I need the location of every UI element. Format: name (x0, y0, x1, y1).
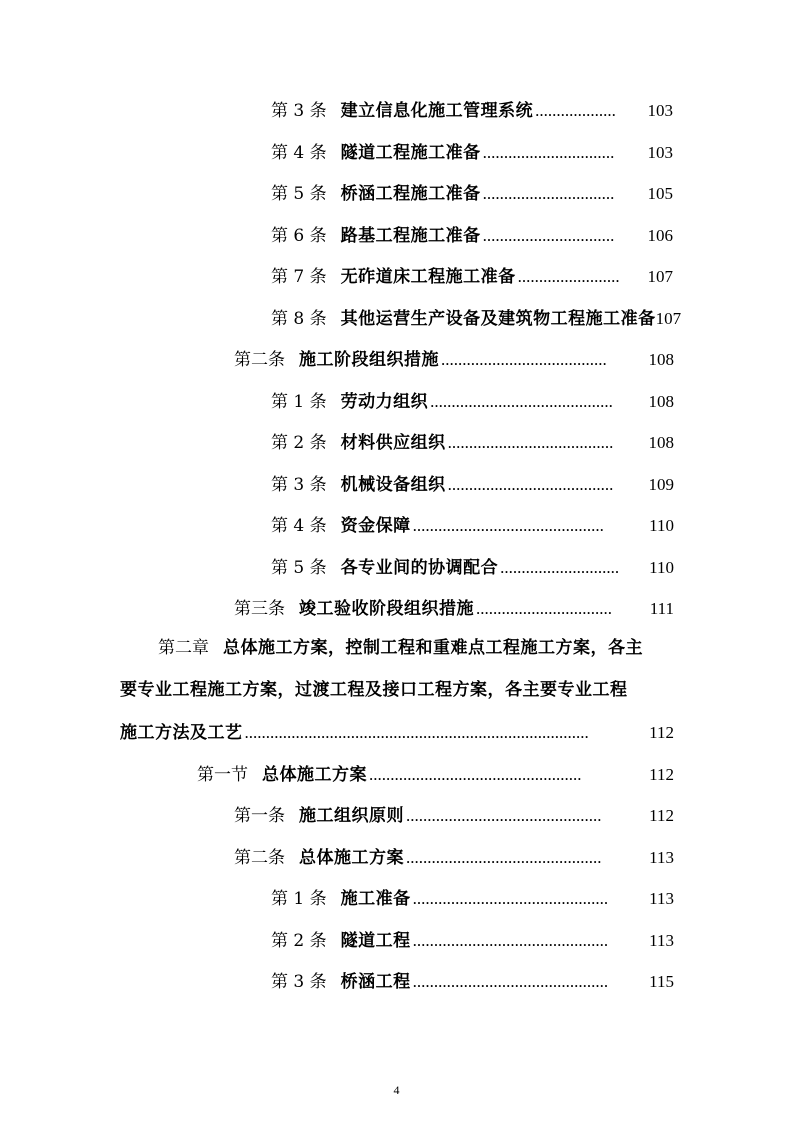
toc-entry-number: 第二条 (234, 848, 285, 868)
toc-leader-dots: ................................................................................. (244, 723, 589, 742)
toc-entry-number: 第 2 条 (271, 433, 327, 453)
toc-entry-page: 111 (649, 599, 674, 618)
toc-entry-title: 总体施工方案 (262, 765, 367, 785)
toc-leader-dots: ........................................... (430, 392, 613, 411)
toc-entry-title: 施工组织原则 (299, 806, 404, 826)
toc-entry-page: 110 (649, 558, 674, 577)
toc-entry-page: 115 (649, 972, 674, 991)
toc-entry[interactable] (271, 968, 674, 992)
toc-entry-number: 第 7 条 (271, 267, 327, 287)
toc-chapter-page: 112 (649, 723, 674, 742)
toc-entry-title: 施工阶段组织措施 (299, 350, 439, 370)
toc-entry-page: 105 (647, 184, 673, 203)
toc-leader-dots: ............................... (482, 143, 615, 162)
toc-entry-page: 107 (655, 309, 682, 328)
toc-chapter-line3[interactable] (120, 719, 674, 743)
toc-entry-number: 第 6 条 (271, 226, 327, 246)
toc-entry-title: 资金保障 (340, 516, 411, 536)
toc-chapter-number: 第二章 (158, 638, 209, 658)
toc-entry-title: 桥涵工程施工准备 (340, 184, 481, 204)
toc-entry-number: 第一条 (234, 806, 285, 826)
toc-entry-page: 112 (649, 765, 674, 784)
toc-chapter-title-part2: 要专业工程施工方案，过渡工程及接口工程方案，各主要专业工程 (120, 680, 628, 700)
toc-chapter-line1[interactable] (158, 638, 643, 658)
toc-entry-number: 第 4 条 (271, 516, 327, 536)
toc-leader-dots: ................... (535, 101, 616, 120)
toc-entry-title: 建立信息化施工管理系统 (340, 101, 534, 121)
toc-entry-page: 103 (647, 143, 673, 162)
toc-leader-dots: ................................ (476, 599, 612, 618)
toc-entry-page: 113 (649, 889, 674, 908)
toc-entry-page: 109 (648, 475, 674, 494)
toc-entry[interactable] (234, 346, 674, 370)
toc-entry[interactable] (271, 388, 674, 412)
toc-leader-dots: ............................ (500, 558, 620, 577)
toc-entry-title: 总体施工方案 (299, 848, 404, 868)
toc-entry-title: 竣工验收阶段组织措施 (299, 599, 474, 619)
toc-entry-number: 第 4 条 (271, 143, 327, 163)
toc-entry[interactable] (234, 595, 674, 619)
toc-entry[interactable] (271, 554, 674, 578)
toc-entry-title: 隧道工程施工准备 (340, 143, 481, 163)
toc-entry-number: 第 5 条 (271, 558, 327, 578)
toc-entry-title: 机械设备组织 (340, 475, 446, 495)
toc-entry-title: 隧道工程 (340, 931, 411, 951)
toc-entry-number: 第 8 条 (271, 309, 327, 329)
toc-chapter-line2 (120, 680, 628, 700)
toc-entry[interactable] (197, 761, 674, 785)
toc-entry[interactable] (271, 222, 673, 246)
toc-entry[interactable] (271, 471, 674, 495)
toc-entry[interactable] (271, 263, 673, 287)
toc-entry[interactable] (234, 802, 674, 826)
toc-entry-page: 112 (649, 806, 674, 825)
toc-entry-title: 劳动力组织 (340, 392, 429, 412)
toc-entry[interactable] (271, 180, 673, 204)
toc-entry-page: 107 (647, 267, 673, 286)
toc-entry-title: 施工准备 (340, 889, 411, 909)
toc-entry[interactable] (271, 97, 673, 121)
toc-entry-page: 108 (648, 392, 674, 411)
toc-entry-number: 第一节 (197, 765, 248, 785)
toc-entry-title: 材料供应组织 (340, 433, 446, 453)
toc-entry[interactable] (271, 305, 701, 329)
toc-entry[interactable] (271, 512, 674, 536)
toc-entry[interactable] (271, 885, 674, 909)
toc-entry-title: 各专业间的协调配合 (340, 558, 499, 578)
toc-leader-dots: ............................... (482, 184, 615, 203)
toc-leader-dots: ........................ (517, 267, 620, 286)
toc-entry[interactable] (234, 844, 674, 868)
toc-leader-dots: .................................................. (369, 765, 582, 784)
toc-chapter-title-part3: 施工方法及工艺 (120, 723, 243, 743)
toc-entry-page: 108 (648, 350, 674, 369)
toc-entry[interactable] (271, 429, 674, 453)
toc-entry-page: 110 (649, 516, 674, 535)
toc-entry[interactable] (271, 139, 673, 163)
toc-entry-number: 第 5 条 (271, 184, 327, 204)
toc-entry-title: 其他运营生产设备及建筑物工程施工准备 (340, 309, 656, 329)
toc-entry-title: 路基工程施工准备 (340, 226, 481, 246)
toc-entry-title: 无砟道床工程施工准备 (340, 267, 516, 287)
toc-entry-page: 113 (649, 931, 674, 950)
toc-entry-number: 第 1 条 (271, 889, 327, 909)
toc-leader-dots: .............................................. (406, 848, 602, 867)
page-number-footer: 4 (393, 1083, 400, 1097)
toc-leader-dots: ............................... (482, 226, 615, 245)
toc-entry-number: 第三条 (234, 599, 285, 619)
toc-entry-number: 第 1 条 (271, 392, 327, 412)
toc-leader-dots: ............................................. (412, 516, 604, 535)
toc-entry-title: 桥涵工程 (340, 972, 411, 992)
toc-entry-page: 106 (647, 226, 673, 245)
toc-entry-number: 第 3 条 (271, 101, 327, 121)
toc-entry-number: 第二条 (234, 350, 285, 370)
toc-leader-dots: ....................................... (441, 350, 607, 369)
toc-entry[interactable] (271, 927, 674, 951)
toc-entry-number: 第 3 条 (271, 972, 327, 992)
toc-entry-number: 第 3 条 (271, 475, 327, 495)
toc-leader-dots: .............................................. (406, 806, 602, 825)
toc-entry-page: 108 (648, 433, 674, 452)
toc-leader-dots: .............................................. (412, 889, 609, 908)
toc-entry-number: 第 2 条 (271, 931, 327, 951)
toc-leader-dots: ....................................... (447, 433, 614, 452)
toc-entry-page: 103 (647, 101, 673, 120)
toc-leader-dots: ....................................... (447, 475, 614, 494)
toc-leader-dots: .............................................. (412, 931, 609, 950)
toc-chapter-title-part1: 总体施工方案，控制工程和重难点工程施工方案，各主 (223, 638, 643, 658)
toc-leader-dots: .............................................. (412, 972, 609, 991)
toc-entry-page: 113 (649, 848, 674, 867)
